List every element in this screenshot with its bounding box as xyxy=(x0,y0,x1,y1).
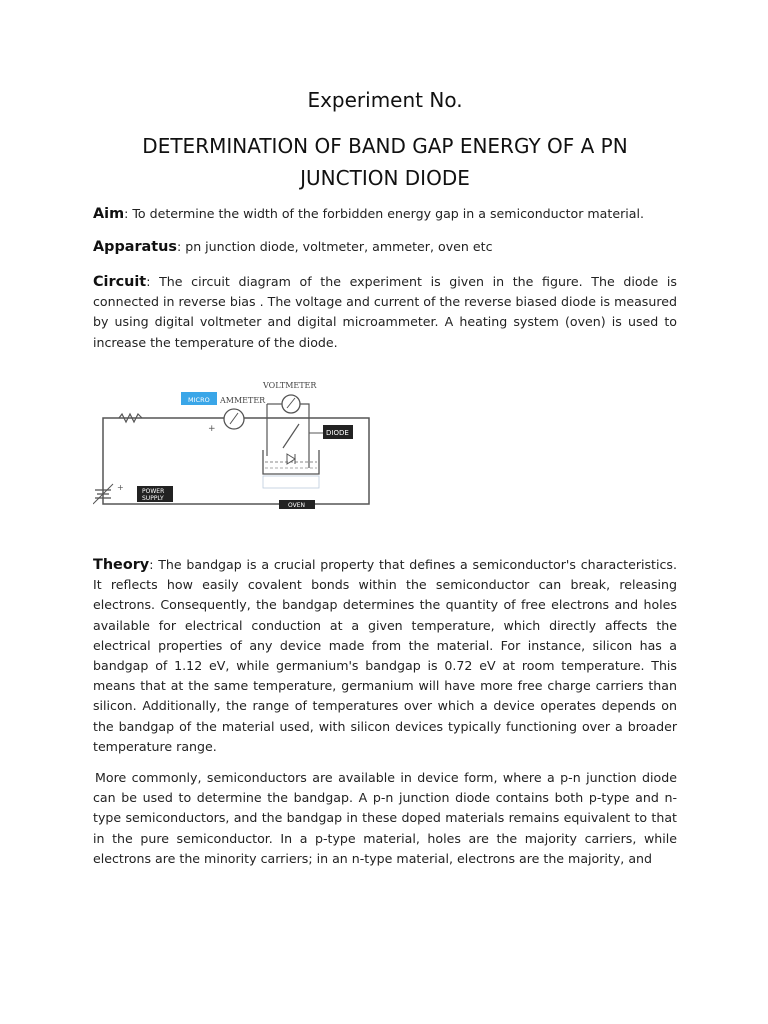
aim-text: : To determine the width of the forbidden energy gap in a semiconductor material. xyxy=(124,206,644,221)
apparatus-label: Apparatus xyxy=(93,239,177,255)
power-label-1: POWER xyxy=(142,488,165,495)
oven-base xyxy=(263,476,319,488)
oven-label: OVEN xyxy=(288,502,306,509)
battery-plus: + xyxy=(117,483,124,492)
circuit-label: Circuit xyxy=(93,274,147,290)
diode-label: DIODE xyxy=(326,429,349,437)
circuit-diagram xyxy=(93,378,371,540)
title-line-2: JUNCTION DIODE xyxy=(300,166,470,190)
diode-switch xyxy=(283,424,299,448)
bandgap-paragraph: More commonly, semiconductors are available in device form, where a p-n junction diode can be used to determine the bandgap. A p-n junction diode contains both p-type and n-type semiconductors, and the bandgap in these doped materials remains equivalent to that in the pure semiconductor. In a p-type material, holes are the majority carriers, while electrons are the minority carriers; in an n-type material, electrons are the majority, and xyxy=(93,770,677,866)
page-title xyxy=(93,130,677,194)
voltmeter-dial xyxy=(282,395,300,413)
apparatus-text: : pn junction diode, voltmeter, ammeter, oven etc xyxy=(176,239,493,254)
voltmeter-wire-right xyxy=(300,404,309,468)
theory-section xyxy=(93,555,677,757)
circuit-section xyxy=(93,272,677,353)
aim-label: Aim xyxy=(93,206,125,222)
micro-label: MICRO xyxy=(188,396,210,404)
apparatus-section xyxy=(93,237,677,257)
voltmeter-label: VOLTMETER xyxy=(263,381,317,390)
power-label-2: SUPPLY xyxy=(142,495,164,502)
ammeter-plus: + xyxy=(208,424,216,434)
title-line-1: DETERMINATION OF BAND GAP ENERGY OF A PN xyxy=(142,134,628,158)
circuit-text: : The circuit diagram of the experiment is given in the figure. The diode is connected in reverse bias . The voltage and current of the reverse biased diode is measured by using digital voltmeter and digital microammeter. A heating system (oven) is used to increase the temperature of the diode. xyxy=(93,274,677,350)
experiment-number: Experiment No. xyxy=(307,88,463,112)
theory-text: : The bandgap is a crucial property that defines a semiconductor's characteristics. It reflects how easily covalent bonds within the semiconductor can break, releasing electrons. Consequently, the bandgap determines the quantity of free electrons and holes available for electrical conduction at a given temperature, which directly affects the electrical properties of any device made from the material. For instance, silicon has a bandgap of 1.12 eV, while germanium's bandgap is 0.72 eV at room temperature. This means that at the same temperature, germanium will have more free charge carriers than silicon. Additionally, the range of temperatures over which a device operates depends on the bandgap of the material used, with silicon devices typically functioning over a broader temperature range. xyxy=(93,557,677,754)
aim-section xyxy=(93,204,677,224)
theory-label: Theory xyxy=(93,557,150,573)
ammeter-label: AMMETER xyxy=(220,396,266,405)
